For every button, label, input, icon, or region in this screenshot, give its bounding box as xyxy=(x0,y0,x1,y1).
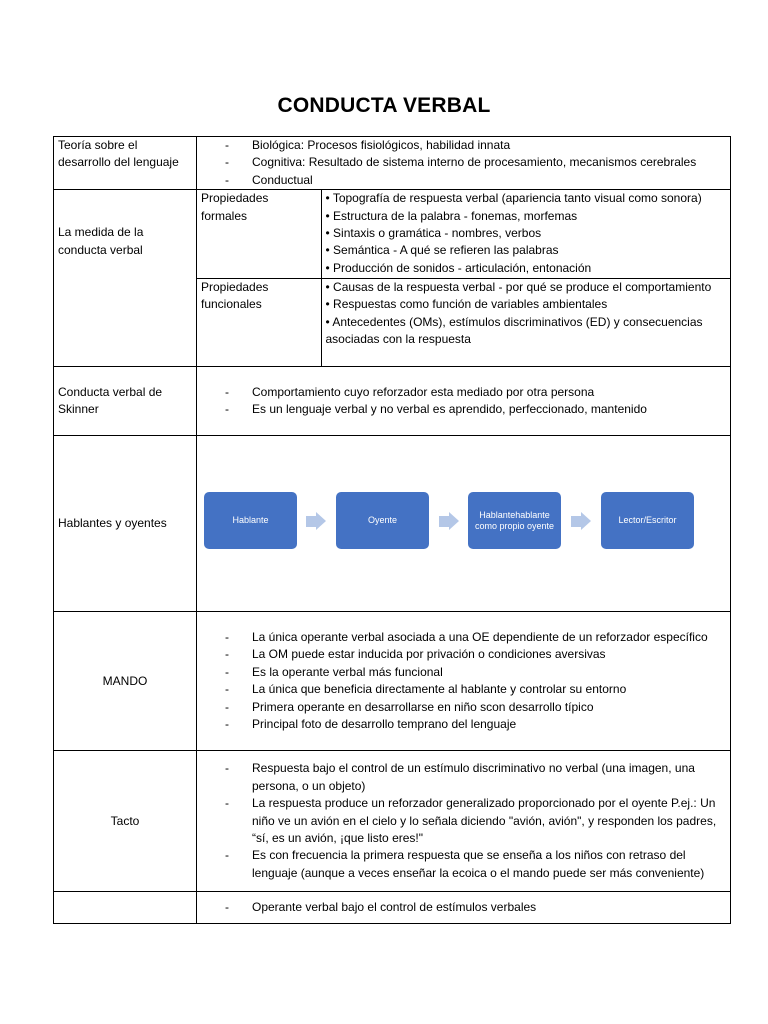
row-content-tacto xyxy=(197,751,731,892)
list-item: - Biológica: Procesos fisiológicos, habilidad innata xyxy=(225,137,726,154)
table-row xyxy=(54,137,731,190)
row-label-empty xyxy=(54,892,197,924)
list-item: - Comportamiento cuyo reforzador esta mediado por otra persona xyxy=(225,384,726,401)
formales-content xyxy=(321,190,730,278)
row-content-last xyxy=(197,892,731,924)
list-item: - Cognitiva: Resultado de sistema interno de procesamiento, mecanismos cerebrales xyxy=(225,154,726,171)
tacto-list xyxy=(201,760,726,882)
teoria-list xyxy=(201,137,726,189)
row-content-hablantes xyxy=(197,436,731,612)
row-label-mando: MANDO xyxy=(54,612,197,751)
list-item: - Es la operante verbal más funcional xyxy=(225,664,726,681)
list-item: - Primera operante en desarrollarse en niño scon desarrollo típico xyxy=(225,699,726,716)
list-item: - La única que beneficia directamente al hablante y controlar su entorno xyxy=(225,681,726,698)
flow-box-oyente: Oyente xyxy=(336,492,429,549)
list-item: - La única operante verbal asociada a una OE dependiente de un reforzador específico xyxy=(225,629,726,646)
list-item: - Operante verbal bajo el control de estímulos verbales xyxy=(225,899,726,916)
list-item: - Conductual xyxy=(225,172,726,189)
list-item: • Semántica - A qué se refieren las palabras xyxy=(325,243,559,258)
row-label-tacto: Tacto xyxy=(54,751,197,892)
table-row xyxy=(54,190,731,367)
list-item: • Sintaxis o gramática - nombres, verbos xyxy=(325,226,542,241)
list-item: • Antecedentes (OMs), estímulos discriminativos (ED) y consecuencias asociadas con la respuesta xyxy=(325,314,703,346)
table-row xyxy=(54,436,731,612)
list-item: - La OM puede estar inducida por privación o condiciones aversivas xyxy=(225,646,726,663)
row-label-skinner: Conducta verbal de Skinner xyxy=(54,367,197,436)
funcionales-content xyxy=(321,278,730,366)
list-item: • Respuestas como función de variables ambientales xyxy=(325,297,608,312)
list-item: - Respuesta bajo el control de un estímulo discriminativo no verbal (una imagen, una persona, o un objeto) xyxy=(225,760,726,795)
table-row xyxy=(197,278,730,366)
table-row xyxy=(54,751,731,892)
flow-box-hablante: Hablante xyxy=(204,492,297,549)
flow-box-lector-escritor: Lector/Escritor xyxy=(601,492,694,549)
list-item: - La respuesta produce un reforzador generalizado proporcionado por el oyente P.ej.: Un niño ve un avión en el cielo y lo señala diciendo "avión, avión", y responden los padres, “sí, es un avión, ¡que listo eres!" xyxy=(225,795,726,847)
row-label-teoria: Teoría sobre el desarrollo del lenguaje xyxy=(54,137,197,190)
table-row xyxy=(197,190,730,278)
list-item: • Causas de la respuesta verbal - por qué se produce el comportamiento xyxy=(325,279,712,294)
list-item: - Es con frecuencia la primera respuesta que se enseña a los niños con retraso del lenguaje (aunque a veces enseñar la ecoica o el mando puede ser más conveniente) xyxy=(225,847,726,882)
flow-box-hablante-oyente: Hablantehablante como propio oyente xyxy=(468,492,561,549)
conducta-verbal-table xyxy=(53,136,731,924)
medida-subtable xyxy=(197,190,730,366)
page-title: CONDUCTA VERBAL xyxy=(277,94,491,117)
list-item: - Es un lenguaje verbal y no verbal es aprendido, perfeccionado, mantenido xyxy=(225,401,726,418)
flow-diagram xyxy=(197,436,730,610)
row-content-medida xyxy=(197,190,731,367)
list-item: • Topografía de respuesta verbal (apariencia tanto visual como sonora) xyxy=(325,191,702,206)
medida-label: La medida de la conducta verbal xyxy=(58,225,144,257)
table-row xyxy=(54,612,731,751)
list-item: • Estructura de la palabra - fonemas, morfemas xyxy=(325,208,578,223)
table-row xyxy=(54,367,731,436)
list-item: - Principal foto de desarrollo temprano del lenguaje xyxy=(225,716,726,733)
list-item: • Producción de sonidos - articulación, entonación xyxy=(325,260,592,275)
row-content-mando xyxy=(197,612,731,751)
skinner-list xyxy=(201,384,726,419)
formales-label: Propiedades formales xyxy=(197,190,321,278)
last-list xyxy=(201,899,726,916)
row-content-skinner xyxy=(197,367,731,436)
funcionales-label: Propiedades funcionales xyxy=(197,278,321,366)
row-label-medida xyxy=(54,190,197,367)
mando-list xyxy=(201,629,726,733)
table-row xyxy=(54,892,731,924)
row-content-teoria xyxy=(197,137,731,190)
row-label-hablantes: Hablantes y oyentes xyxy=(54,436,197,612)
